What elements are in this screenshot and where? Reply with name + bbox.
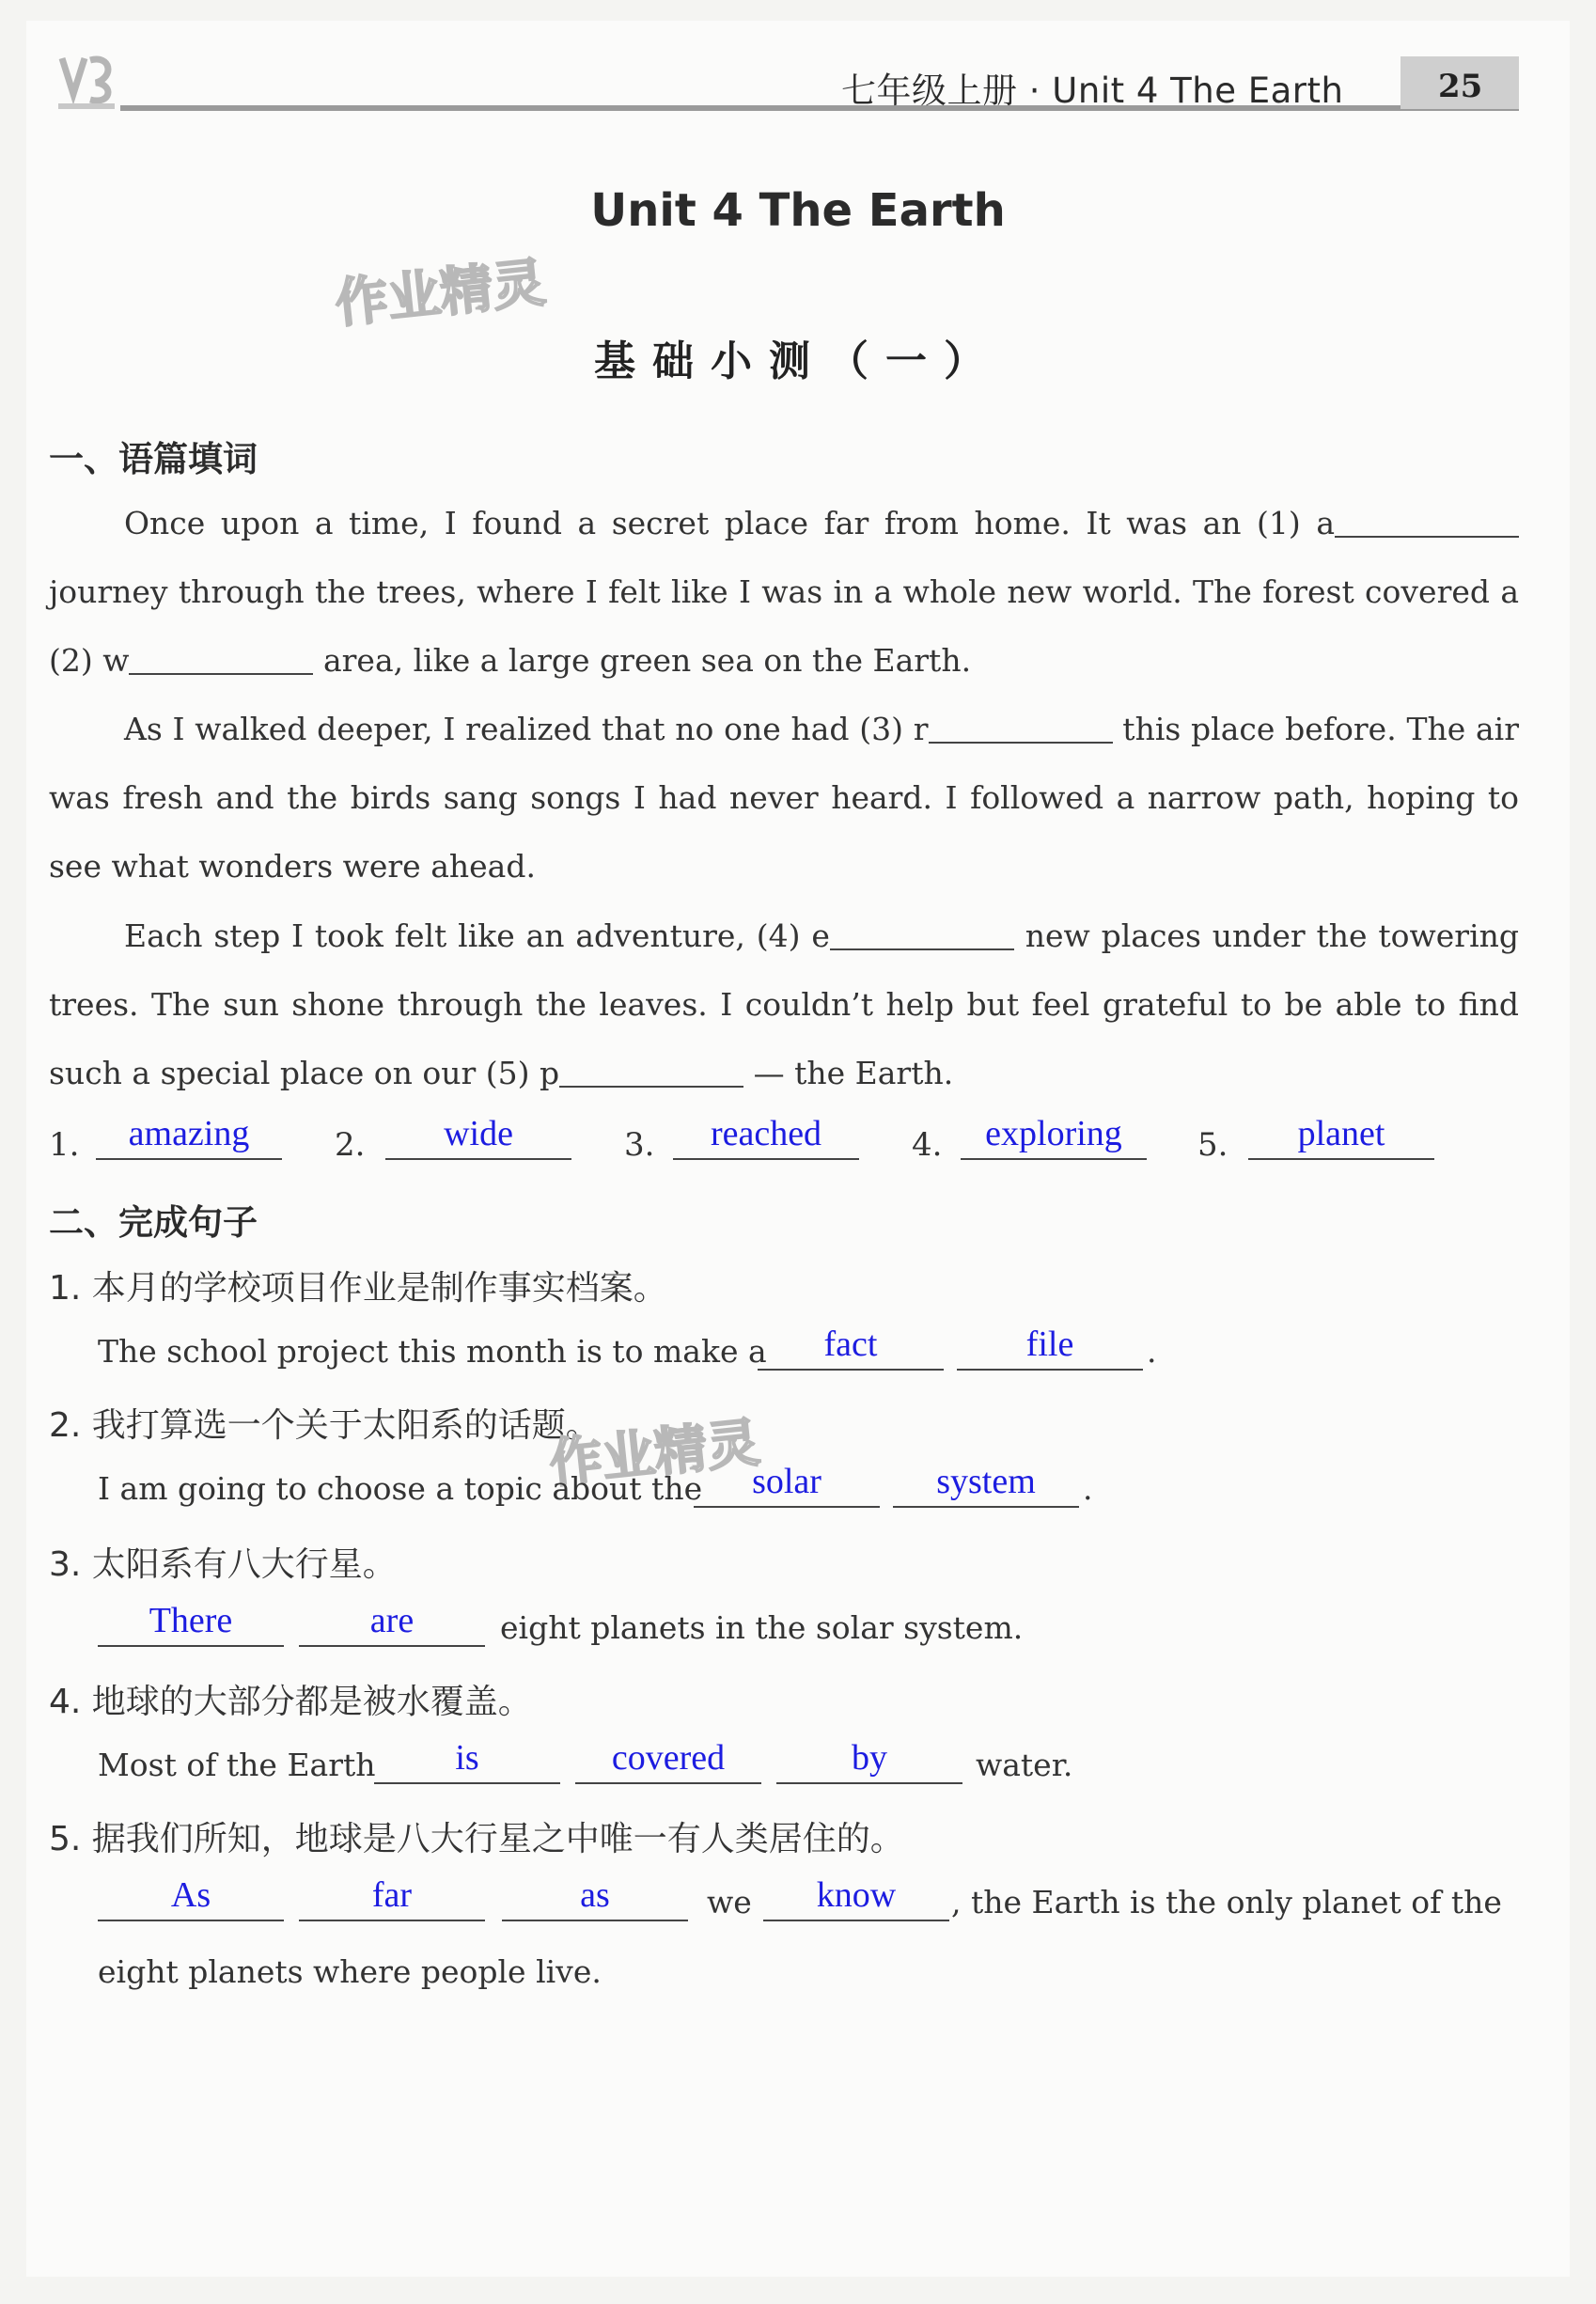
passage-paragraph-3: Each step I took felt like an adventure, (4) e new places under the towering trees. The sun shone through the leaves. I couldn’t help but feel grateful to be able to find such a special place on our (5) p — the Earth. — [49, 917, 1519, 1091]
q3-chinese: 3. 太阳系有八大行星。 — [49, 1545, 397, 1584]
quiz-title: 基础小测（一） — [594, 337, 1002, 385]
q5-slot-2[interactable]: far — [299, 1867, 485, 1921]
q1-chinese: 1. 本月的学校项目作业是制作事实档案。 — [49, 1269, 667, 1308]
q2-chinese: 2. 我打算选一个关于太阳系的话题。 — [49, 1406, 600, 1445]
page-number: 25 — [1438, 68, 1483, 105]
q5-slot-4[interactable]: know — [763, 1867, 949, 1921]
q4-chinese: 4. 地球的大部分都是被水覆盖。 — [49, 1683, 532, 1721]
q5-english-cont: eight planets where people live. — [98, 1953, 602, 1990]
blank-1[interactable] — [1335, 508, 1519, 538]
watermark-top: 作业精灵 — [332, 252, 549, 336]
q5-slot-1[interactable]: As — [98, 1867, 284, 1921]
q4-slot-3[interactable]: by — [776, 1730, 962, 1784]
section1-heading: 一、语篇填词 — [49, 439, 258, 479]
q4-slot-2[interactable]: covered — [575, 1730, 761, 1784]
answer-slot-1[interactable] — [96, 1109, 282, 1160]
q4-english: Most of the Earth — [98, 1747, 376, 1783]
blank-4[interactable] — [830, 920, 1014, 950]
q3-slot-1[interactable]: There — [98, 1592, 284, 1647]
q5-chinese: 5. 据我们所知，地球是八大行星之中唯一有人类居住的。 — [49, 1820, 904, 1858]
answers-row: 1. amazing 2. wide 3. reached 4. exploring 5. planet — [49, 1109, 1553, 1166]
q3-english: eight planets in the solar system. — [500, 1609, 1024, 1646]
blank-3[interactable] — [929, 713, 1113, 744]
passage-paragraph-1: Once upon a time, I found a secret place far from home. It was an (1) a journey through the trees, where I felt like I was in a whole new world. The forest covered a (2) w area, like a large green sea on the Earth. — [49, 505, 1519, 679]
q2-slot-2[interactable]: system — [893, 1453, 1079, 1508]
publisher-logo-icon — [55, 49, 120, 115]
q3-slot-2[interactable]: are — [299, 1592, 485, 1647]
answer-slot-3[interactable] — [673, 1109, 859, 1160]
q1-english: The school project this month is to make a — [98, 1333, 767, 1370]
q5-english: , the Earth is the only planet of the — [951, 1884, 1502, 1920]
running-header: 七年级上册 · Unit 4 The Earth — [841, 71, 1344, 111]
section2-heading: 二、完成句子 — [49, 1202, 258, 1243]
q1-slot-2[interactable]: file — [957, 1316, 1143, 1371]
handwritten-answer: amazing — [128, 1114, 250, 1153]
passage-paragraph-2: As I walked deeper, I realized that no one had (3) r this place before. The air was fresh and the birds sang songs I had never heard. I followed a narrow path, hoping to see what wonders were ahead. — [49, 711, 1519, 885]
q2-slot-1[interactable]: solar — [694, 1453, 880, 1508]
handwritten-answer: planet — [1297, 1114, 1385, 1153]
handwritten-answer: exploring — [985, 1114, 1122, 1153]
handwritten-answer: reached — [710, 1114, 822, 1153]
q2-english: I am going to choose a topic about the — [98, 1470, 703, 1507]
answer-slot-4[interactable] — [961, 1109, 1147, 1160]
handwritten-answer: wide — [444, 1114, 513, 1153]
q5-slot-3[interactable]: as — [502, 1867, 688, 1921]
q1-slot-1[interactable]: fact — [758, 1316, 944, 1371]
blank-5[interactable] — [559, 1058, 743, 1088]
blank-2[interactable] — [129, 645, 313, 675]
answer-slot-2[interactable] — [385, 1109, 571, 1160]
q4-slot-1[interactable]: is — [374, 1730, 560, 1784]
answer-slot-5[interactable] — [1248, 1109, 1434, 1160]
watermark-mid: 作业精灵 — [546, 1412, 763, 1496]
unit-title: Unit 4 The Earth — [590, 184, 1006, 237]
